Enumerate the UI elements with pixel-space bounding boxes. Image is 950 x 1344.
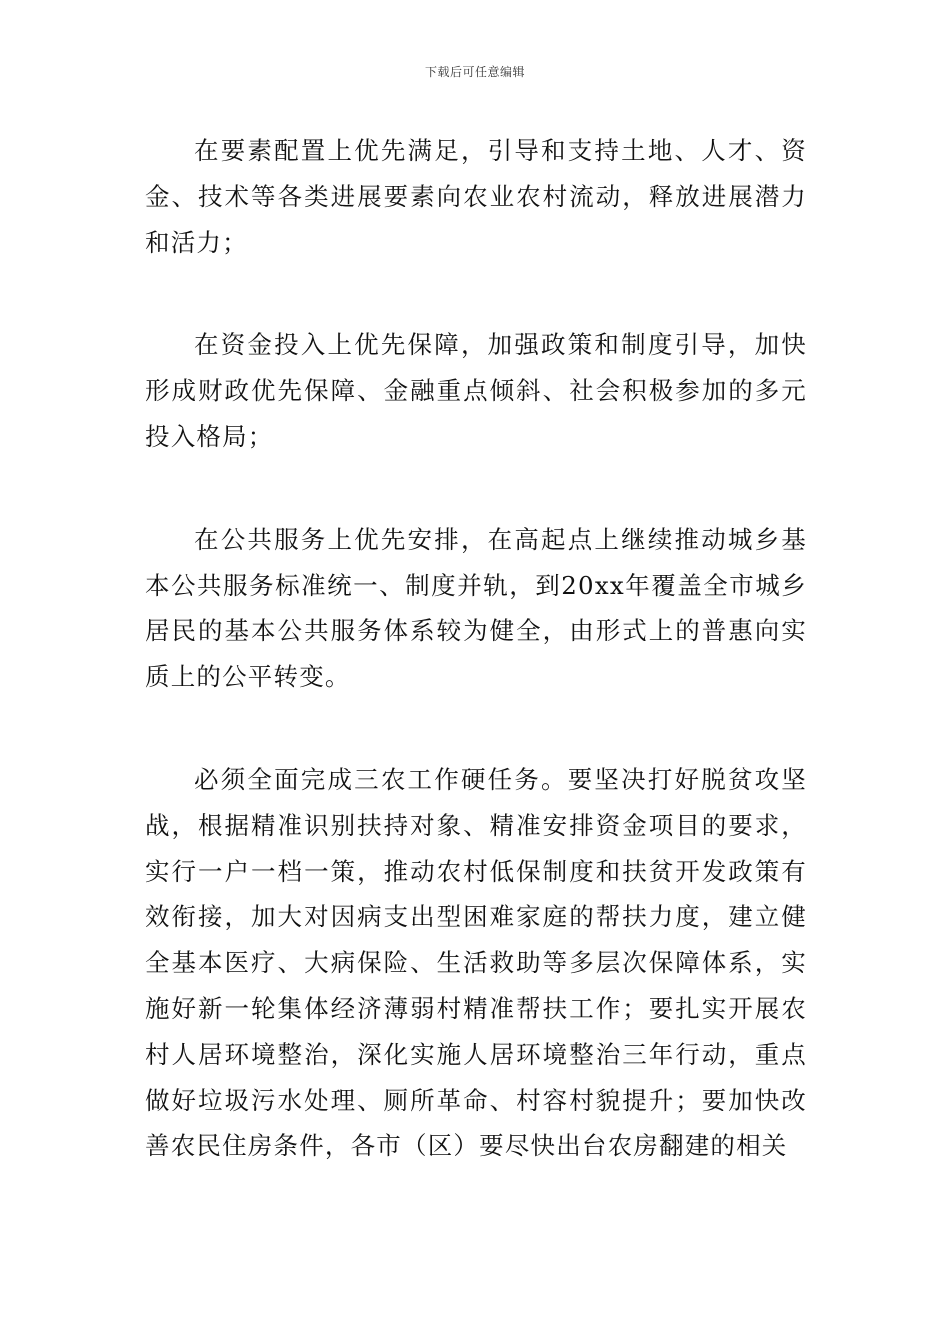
paragraph-fund-investment: 在资金投入上优先保障，加强政策和制度引导，加快形成财政优先保障、金融重点倾斜、社会积极参加的多元投入格局； xyxy=(145,330,807,451)
paragraph-rural-tasks: 必须全面完成三农工作硬任务。要坚决打好脱贫攻坚战，根据精准识别扶持对象、精准安排资金项目的要求，实行一户一档一策，推动农村低保制度和扶贫开发政策有效衔接，加大对因病支出型困难家庭的帮扶力度，建立健全基本医疗、大病保险、生活救助等多层次保障体系，实施好新一轮集体经济薄弱村精准帮扶工作；要扎实开展农村人居环境整治，深化实施人居环境整治三年行动，重点做好垃圾污水处理、厕所革命、村容村貌提升；要加快改善农民住房条件，各市（区）要尽快出台农房翻建的相关 xyxy=(145,764,807,1161)
paragraph-public-services: 在公共服务上优先安排，在高起点上继续推动城乡基本公共服务标准统一、制度并轨，到20xx年覆盖全市城乡居民的基本公共服务体系较为健全，由形式上的普惠向实质上的公平转变。 xyxy=(145,524,807,692)
page-header: 下载后可任意编辑 xyxy=(424,65,525,79)
document-body xyxy=(145,128,807,1226)
paragraph-factor-allocation: 在要素配置上优先满足，引导和支持土地、人才、资金、技术等各类进展要素向农业农村流动，释放进展潜力和活力； xyxy=(145,136,807,257)
